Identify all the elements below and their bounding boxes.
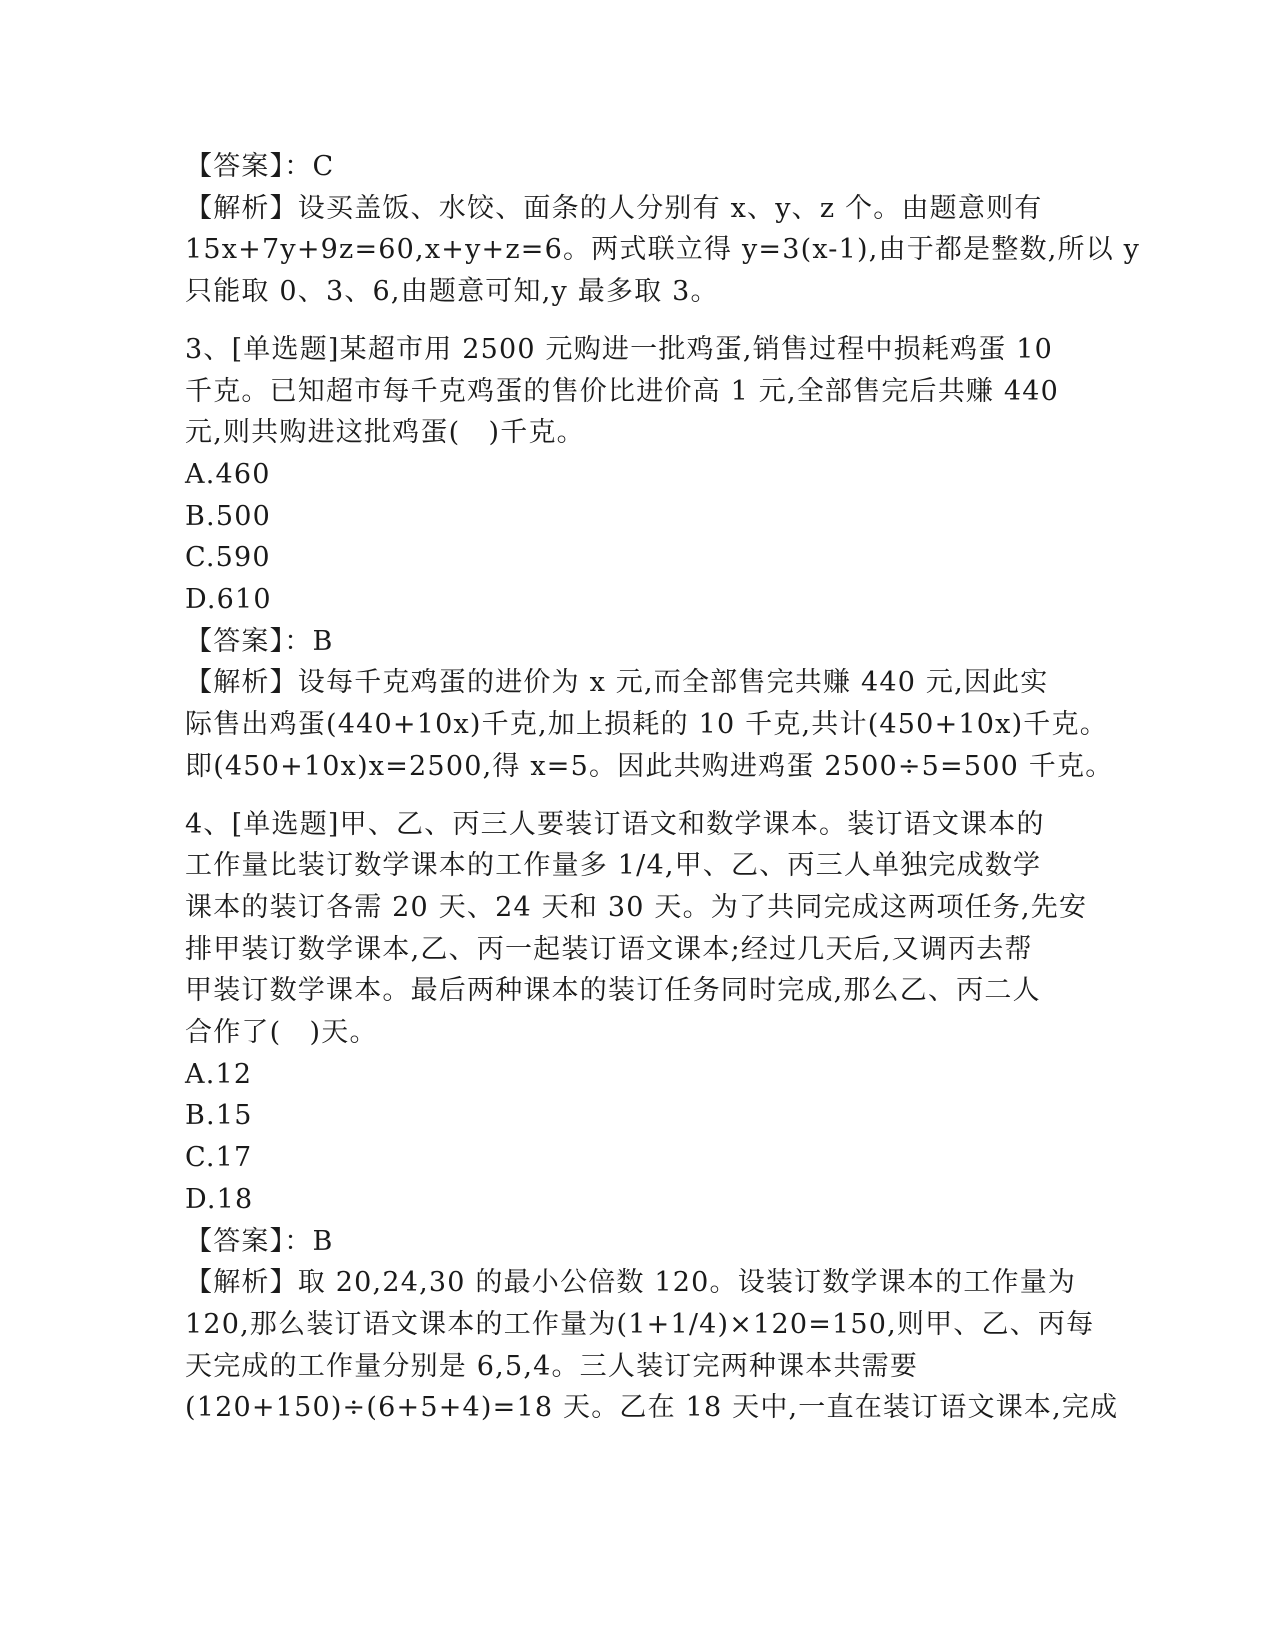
question-3 [185,329,1114,788]
option-d: D.610 [185,584,272,616]
explanation-line: 际售出鸡蛋(440+10x)千克,加上损耗的 10 千克,共计(450+10x)千克。 [185,709,1108,741]
explanation-line: 即(450+10x)x=2500,得 x=5。因此共购进鸡蛋 2500÷5=500 千克。 [185,750,1114,782]
question-stem-line: 排甲装订数学课本,乙、丙一起装订语文课本;经过几天后,又调丙去帮 [185,933,1033,965]
document-page [185,146,1141,1429]
explanation-line: 【解析】设买盖饭、水饺、面条的人分别有 x、y、z 个。由题意则有 [185,192,1043,224]
option-d: D.18 [185,1183,254,1215]
answer-line: 【答案】：C [185,151,335,182]
question-stem-line: 合作了( )天。 [185,1017,378,1049]
explanation-line: 只能取 0、3、6,由题意可知,y 最多取 3。 [185,276,719,308]
question-stem-line: 课本的装订各需 20 天、24 天和 30 天。为了共同完成这两项任务,先安 [185,891,1088,923]
explanation-line: 120,那么装订语文课本的工作量为(1+1/4)×120=150,则甲、乙、丙每 [185,1308,1095,1340]
option-b: B.15 [185,1100,253,1132]
explanation-line: (120+150)÷(6+5+4)=18 天。乙在 18 天中,一直在装订语文课本,完成 [185,1392,1119,1424]
explanation-line: 15x+7y+9z=60,x+y+z=6。两式联立得 y=3(x-1),由于都是整数,所以 y [185,234,1141,266]
question-stem-line: 工作量比装订数学课本的工作量多 1/4,甲、乙、丙三人单独完成数学 [185,850,1042,882]
block-gap [185,788,1090,804]
option-a: A.460 [185,458,271,490]
option-c: C.590 [185,542,271,574]
question-stem-line: 3、[单选题]某超市用 2500 元购进一批鸡蛋,销售过程中损耗鸡蛋 10 [185,333,1054,365]
option-c: C.17 [185,1142,253,1174]
question-stem-line: 4、[单选题]甲、乙、丙三人要装订语文和数学课本。装订语文课本的 [185,808,1045,840]
question-2-tail [185,146,1141,313]
option-b: B.500 [185,500,271,532]
answer-line: 【答案】：B [185,1225,334,1257]
option-a: A.12 [185,1058,253,1090]
question-stem-line: 千克。已知超市每千克鸡蛋的售价比进价高 1 元,全部售完后共赚 440 [185,375,1060,407]
block-gap [185,313,1090,329]
explanation-line: 【解析】取 20,24,30 的最小公倍数 120。设装订数学课本的工作量为 [185,1267,1077,1299]
question-stem-line: 甲装订数学课本。最后两种课本的装订任务同时完成,那么乙、丙二人 [185,975,1041,1007]
explanation-line: 【解析】设每千克鸡蛋的进价为 x 元,而全部售完共赚 440 元,因此实 [185,667,1049,699]
explanation-line: 天完成的工作量分别是 6,5,4。三人装订完两种课本共需要 [185,1350,919,1382]
answer-line: 【答案】：B [185,625,334,657]
question-4 [185,804,1119,1430]
question-stem-line: 元,则共购进这批鸡蛋( )千克。 [185,417,585,449]
